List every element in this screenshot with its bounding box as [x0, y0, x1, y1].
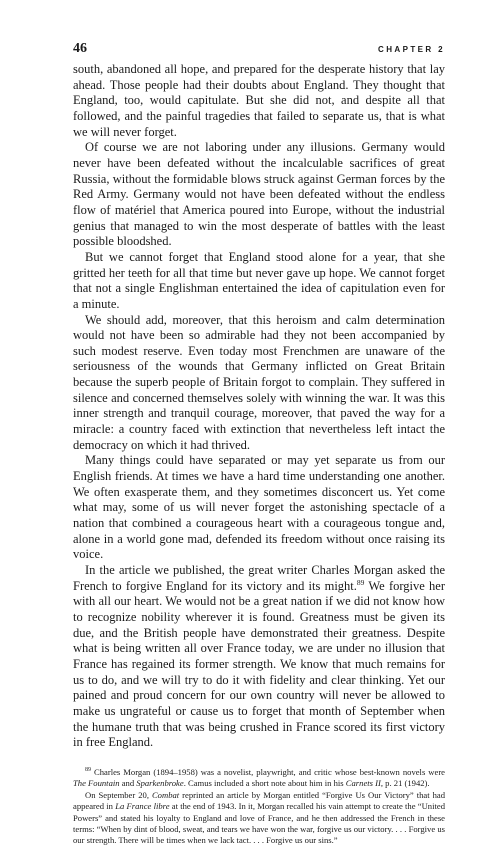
book-page [73, 41, 445, 847]
book-title: Sparkenbroke [136, 778, 184, 789]
body-text [73, 62, 445, 751]
paragraph: Of course we are not laboring under any illusions. Germany would never have been defeated without the incalculable sacrifices of great Russia, without the formidable blows struck against German forces by the Red Army. Germany would not have been defeated without the endless flow of matériel that America poured into Europe, without the industrial genius that managed to win the most desperate of battles with the least possible bloodshed. [73, 140, 445, 249]
paragraph-text: We forgive her with all our heart. We would not be a great nation if we did not know how to recognize nobility wherever it is found. Greatness must be given its due, and the British people have demonstrated their greatness. Despite what is being written all over France today, we are under no illusion that France has regained its former strength. We know that much remains for us to do, and we will try to do it with fidelity and clear thinking. Yet our pained and proud concern for our own country will never be allowed to make us ungrateful or cause us to forget that month of September when the humane truth that was being crushed in France scored its first victory in free England. [73, 578, 446, 750]
footnote-text: On September 20, [85, 789, 152, 800]
footnote-text: at the end of 1943. In it, Morgan recalled his vain attempt to create the “United Powers” and stated his loyalty to England and love of France, and he then addressed the French in these terms: “When by dint of blood, sweat, and tears we have won the war, forgive us our victory. . . . Forgive us our strength. There will be times when we lack tact. . . . Forgive us our sins.” [73, 801, 445, 846]
footnote-text: and [119, 778, 137, 789]
publication-title: Combat [151, 789, 180, 800]
paragraph: We should add, moreover, that this heroism and calm determination would not have been so admirable had they not been accompanied by such modest reserve. Even today most Frenchmen are unaware of the seriousness of the wounds that Germany inflicted on Great Britain because the superb people of Britain forgot to complain. They suffered in silence and concerned themselves solely with winning the war. It was this inner strength and tranquil courage, moreover, that paved the way for a miracle: a country faced with extinction that nevertheless left intact the democracy on which it had thrived. [73, 312, 445, 452]
footnote [73, 767, 445, 790]
chapter-label: CHAPTER 2 [378, 45, 445, 54]
paragraph [73, 563, 445, 751]
footnote-text: . Camus included a short note about him in his [183, 778, 346, 789]
paragraph: south, abandoned all hope, and prepared for the desperate history that lay ahead. Those people had their doubts about England. They thought that England, too, would capitulate. But she did not, and despite all that followed, and the painful tragedies that failed to separate us, that is what we will never forget. [73, 62, 445, 139]
footnote-text: reprinted an article by Morgan entitled “Forgive Us Our Victory” that had appeared in [73, 789, 445, 812]
footnote-text: Charles Morgan (1894–1958) was a novelist, playwright, and critic whose best-known novels were [91, 766, 445, 777]
paragraph-text: In the article we published, the great writer Charles Morgan asked the French to forgive England for its victory and its might. [73, 563, 445, 593]
book-title: The Fountain [73, 778, 120, 789]
publication-title: La France libre [115, 801, 170, 812]
paragraph: But we cannot forget that England stood alone for a year, that she gritted her teeth for all that time but never gave up hope. We cannot forget that not a single Englishman entertained the idea of capitulation even for a minute. [73, 249, 445, 311]
book-title: Carnets II [345, 778, 381, 789]
footnote-number: 89 [85, 767, 91, 774]
paragraph: Many things could have separated or may yet separate us from our English friends. At times we have a hard time understanding one another. We often exasperate them, and they sometimes disconcert us. Yet come what may, some of us will never forget the astonishing spectacle of a nation that combined a courageous heart with a courageous tongue and, alone in a world gone mad, defended its freedom without once raising its voice. [73, 453, 445, 562]
footnote-reference[interactable]: 89 [356, 577, 365, 587]
footnotes [73, 767, 445, 847]
footnote-text: , p. 21 (1942). [380, 778, 430, 789]
footnote [73, 790, 445, 847]
page-number: 46 [73, 41, 87, 56]
running-head [73, 41, 445, 59]
